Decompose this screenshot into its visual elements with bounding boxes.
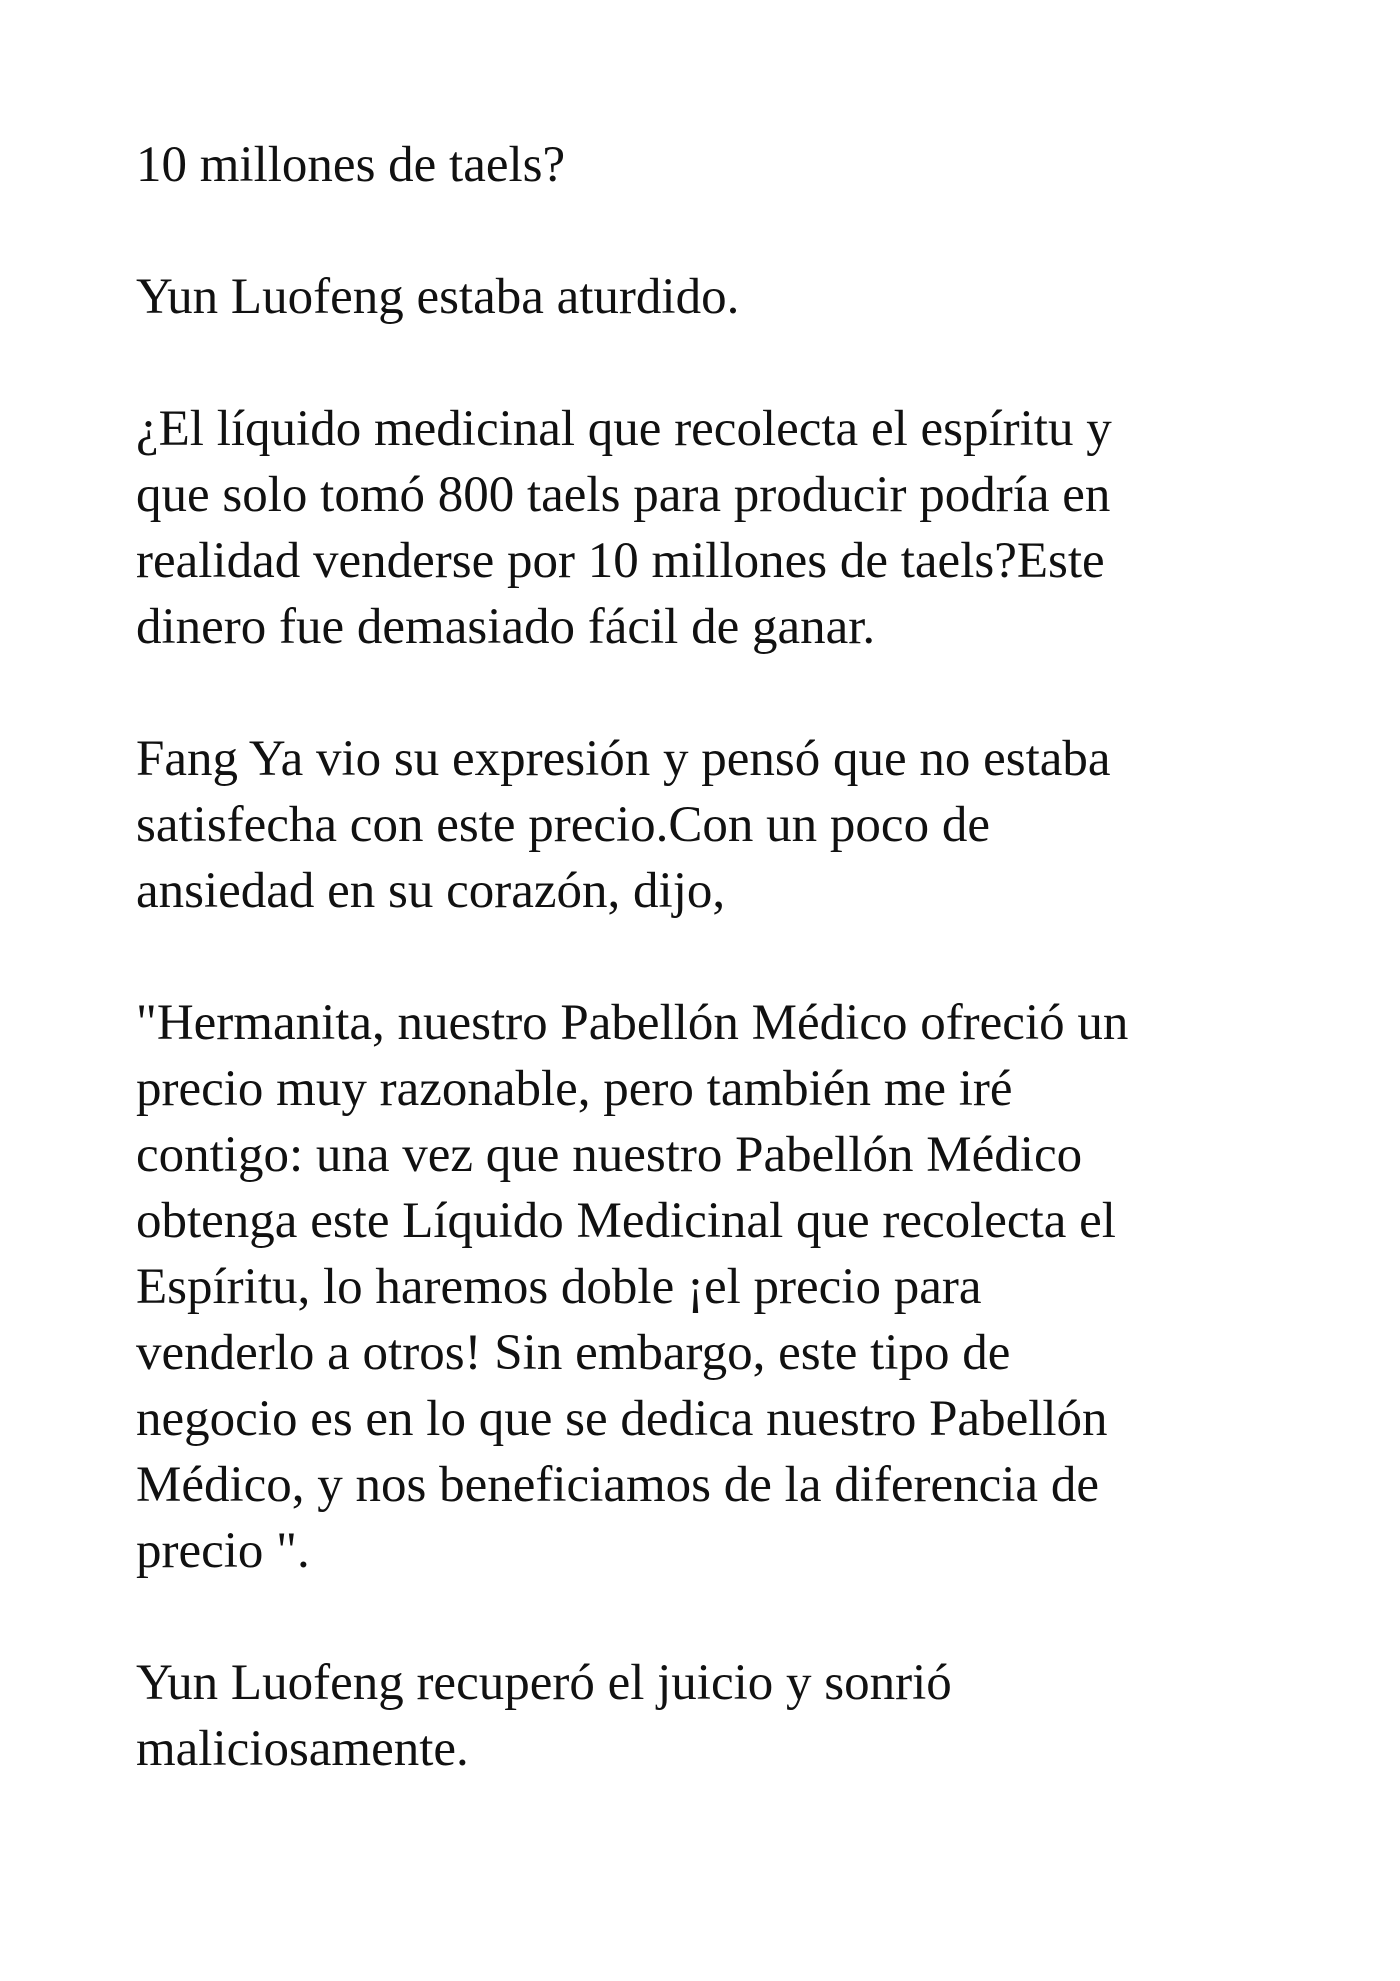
paragraph-4 xyxy=(136,726,1276,924)
text-line: ansiedad en su corazón, dijo, xyxy=(136,863,726,919)
text-line: Médico, y nos beneficiamos de la diferencia de xyxy=(136,1457,1099,1513)
text-line: precio ". xyxy=(136,1523,310,1579)
text-line: Yun Luofeng recuperó el juicio y sonrió xyxy=(136,1655,952,1711)
text-line: dinero fue demasiado fácil de ganar. xyxy=(136,599,876,655)
text-line: satisfecha con este precio.Con un poco de xyxy=(136,797,990,853)
paragraph-6 xyxy=(136,1650,1276,1782)
text-line: ¿El líquido medicinal que recolecta el espíritu y xyxy=(136,401,1112,457)
text-line: "Hermanita, nuestro Pabellón Médico ofreció un xyxy=(136,995,1129,1051)
paragraph-5 xyxy=(136,990,1276,1584)
text-line: Fang Ya vio su expresión y pensó que no estaba xyxy=(136,731,1111,787)
text-line: contigo: una vez que nuestro Pabellón Médico xyxy=(136,1127,1083,1183)
text-line: realidad venderse por 10 millones de taels?Este xyxy=(136,533,1105,589)
text-line: que solo tomó 800 taels para producir podría en xyxy=(136,467,1111,523)
text-line: Espíritu, lo haremos doble ¡el precio para xyxy=(136,1259,982,1315)
text-line: maliciosamente. xyxy=(136,1721,469,1777)
paragraph-3 xyxy=(136,396,1276,660)
text-line: negocio es en lo que se dedica nuestro Pabellón xyxy=(136,1391,1108,1447)
text-line: venderlo a otros! Sin embargo, este tipo de xyxy=(136,1325,1011,1381)
paragraph-2 xyxy=(136,264,1276,330)
document-body xyxy=(136,132,1276,1848)
text-line: obtenga este Líquido Medicinal que recolecta el xyxy=(136,1193,1116,1249)
paragraph-1 xyxy=(136,132,1276,198)
text-line: Yun Luofeng estaba aturdido. xyxy=(136,269,740,325)
text-line: precio muy razonable, pero también me iré xyxy=(136,1061,1013,1117)
text-line: 10 millones de taels? xyxy=(136,137,566,193)
